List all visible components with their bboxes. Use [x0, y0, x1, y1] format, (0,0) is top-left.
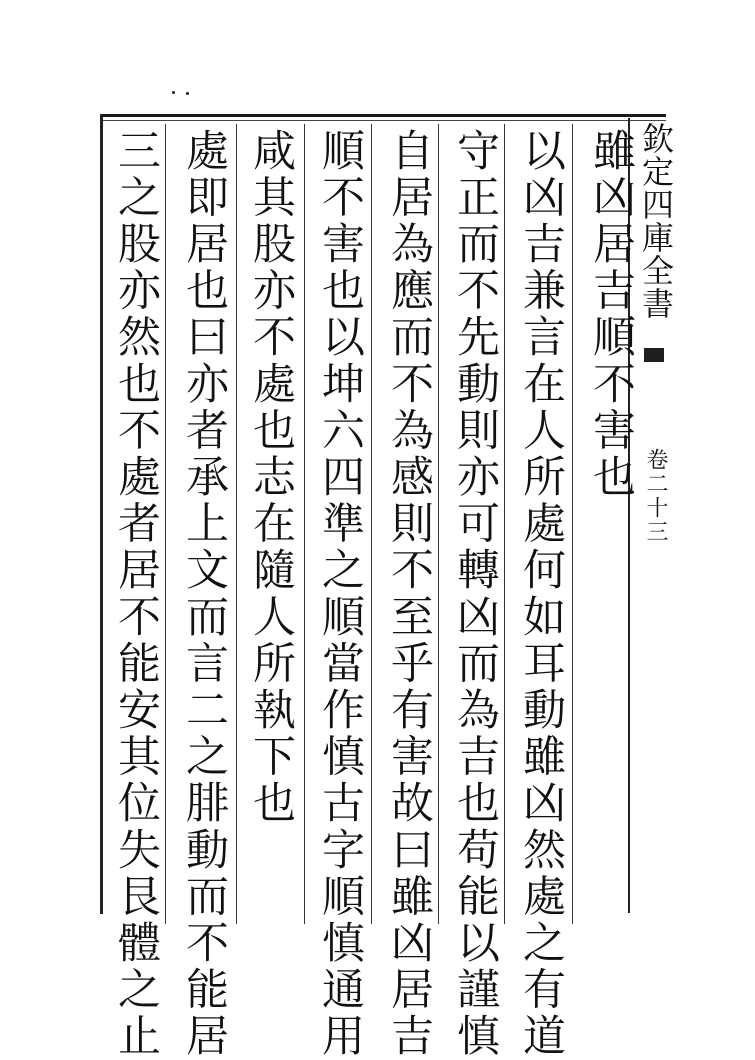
column-divider [572, 124, 573, 924]
text-column-6: 咸其股亦不處也志在隨人所執下也 [246, 128, 296, 827]
column-divider [504, 124, 505, 924]
ink-speck [186, 92, 189, 95]
column-divider [371, 124, 372, 924]
text-column-8: 三之股亦然也不處者居不能安其位失艮體之止 [111, 128, 161, 1060]
book-title-margin: 欽定四庫全書 [637, 122, 675, 320]
column-divider [236, 124, 237, 924]
text-column-4: 自居為應而不為感則不至乎有害故曰雖凶居吉 [384, 128, 434, 1060]
text-column-5: 順不害也以坤六四準之順當作慎古字順慎通用 [315, 128, 365, 1060]
volume-number-margin: 卷二十三 [643, 448, 668, 544]
column-divider [304, 124, 305, 924]
top-border-inner-rule [100, 120, 666, 121]
top-border-rule [100, 114, 666, 117]
left-border-rule [100, 114, 103, 914]
text-column-2: 以凶吉兼言在人所處何如耳動雖凶然處之有道 [516, 128, 566, 1060]
column-divider [165, 124, 166, 924]
text-column-7: 處即居也曰亦者承上文而言二之腓動而不能居 [179, 128, 229, 1060]
fishtail-mark [644, 348, 664, 362]
ink-speck [172, 91, 175, 94]
text-column-3: 守正而不先動則亦可轉凶而為吉也苟能以謹慎 [450, 128, 500, 1060]
column-divider [438, 124, 439, 924]
text-column-1: 雖凶居吉順不害也 [586, 128, 636, 501]
